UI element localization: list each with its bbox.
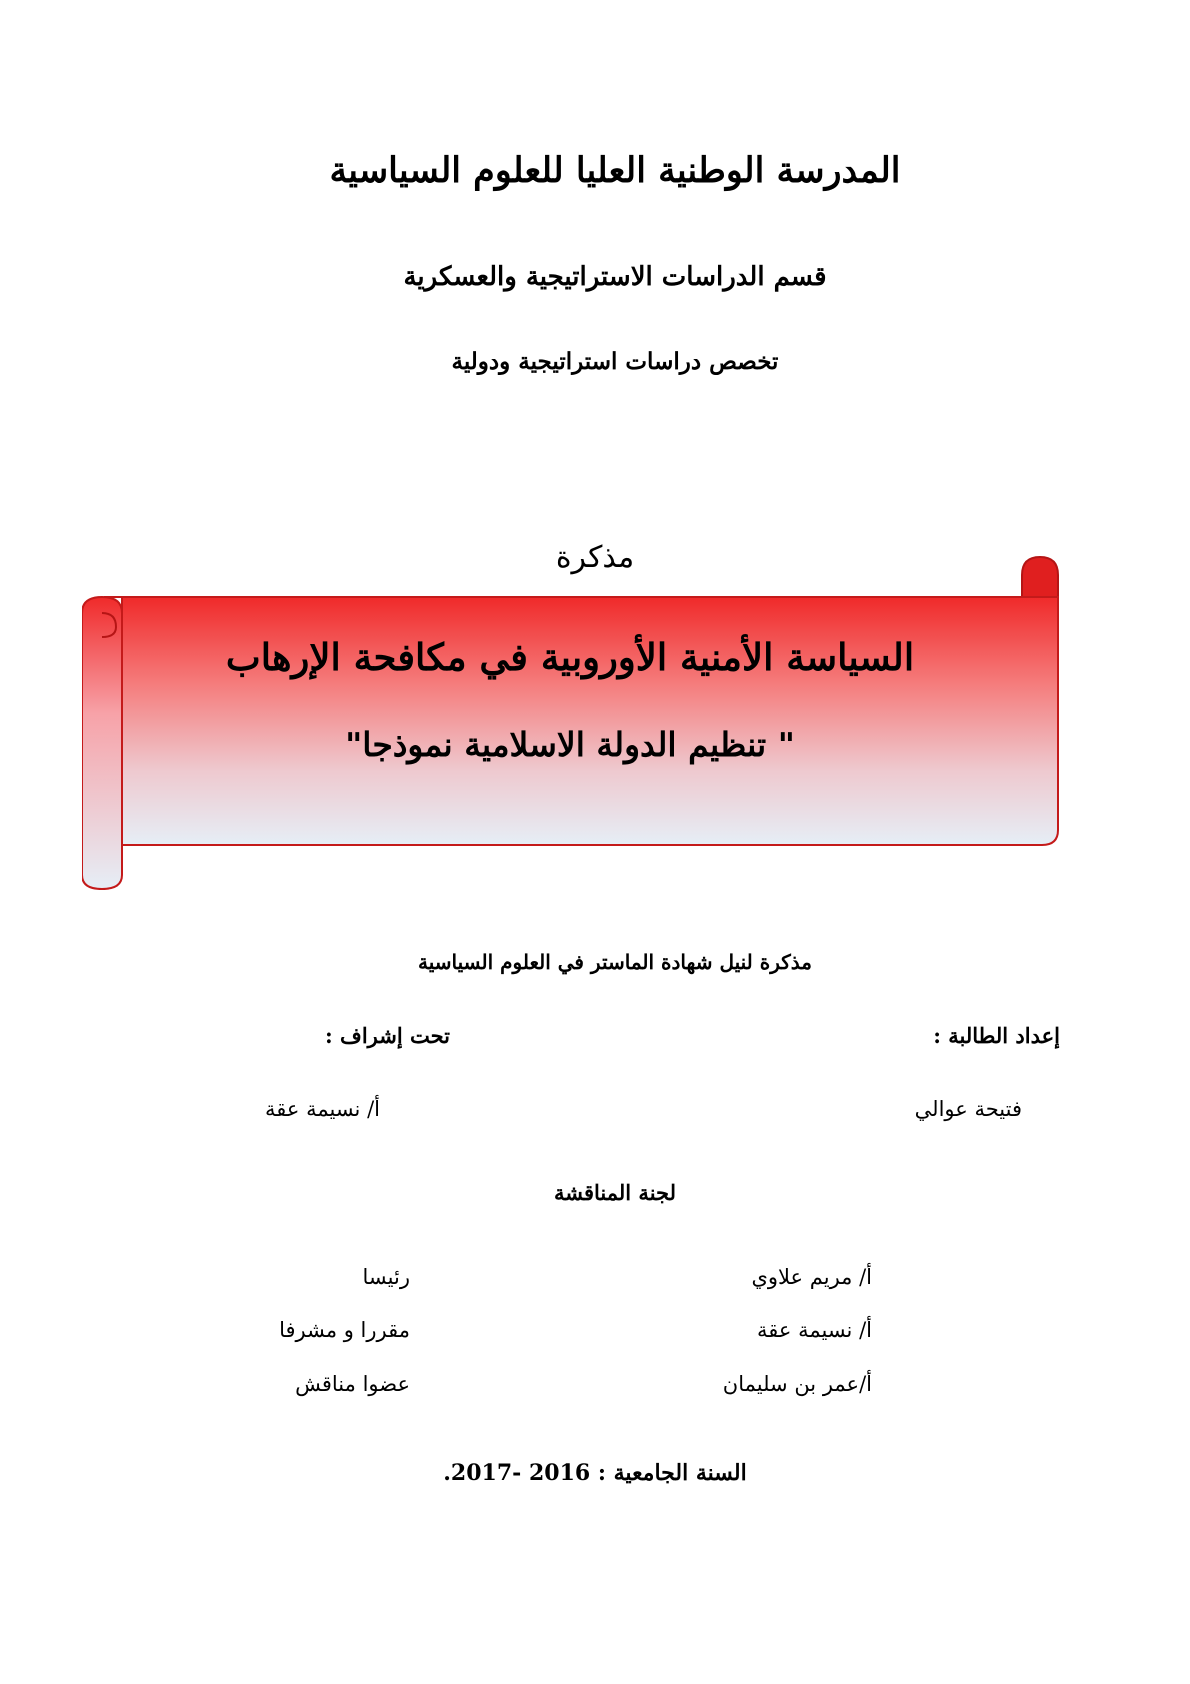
degree-statement: مذكرة لنيل شهادة الماستر في العلوم السياسية	[418, 950, 812, 974]
committee-member-role: عضوا مناقش	[295, 1372, 410, 1396]
committee-label: لجنة المناقشة	[553, 1180, 676, 1205]
student-name: فتيحة عوالي	[914, 1097, 1022, 1121]
supervisor-label: تحت إشراف :	[324, 1023, 450, 1048]
specialization: تخصص دراسات استراتيجية ودولية	[451, 348, 779, 375]
academic-year	[0, 1460, 1190, 1486]
memo-label: مذكرة	[555, 540, 635, 575]
committee-member-name: أ/ مريم علاوي	[751, 1265, 872, 1289]
academic-year-label: السنة الجامعية :	[597, 1460, 747, 1486]
department-name: قسم الدراسات الاستراتيجية والعسكرية	[403, 262, 827, 292]
school-name: المدرسة الوطنية العليا للعلوم السياسية	[329, 150, 901, 191]
academic-year-value: 2016 -2017.	[443, 1460, 591, 1486]
committee-member-role: مقررا و مشرفا	[279, 1318, 410, 1342]
title-scroll-banner	[82, 555, 1062, 890]
committee-member-role: رئيسا	[362, 1265, 410, 1289]
thesis-title-line1: السياسة الأمنية الأوروبية في مكافحة الإرهاب	[225, 635, 915, 679]
thesis-title-line2: " تنظيم الدولة الاسلامية نموذجا"	[345, 725, 795, 764]
supervisor-name: أ/ نسيمة عقة	[265, 1097, 380, 1121]
committee-member-name: أ/ نسيمة عقة	[757, 1318, 872, 1342]
student-label: إعداد الطالبة :	[933, 1023, 1060, 1048]
committee-member-name: أ/عمر بن سليمان	[722, 1372, 872, 1396]
